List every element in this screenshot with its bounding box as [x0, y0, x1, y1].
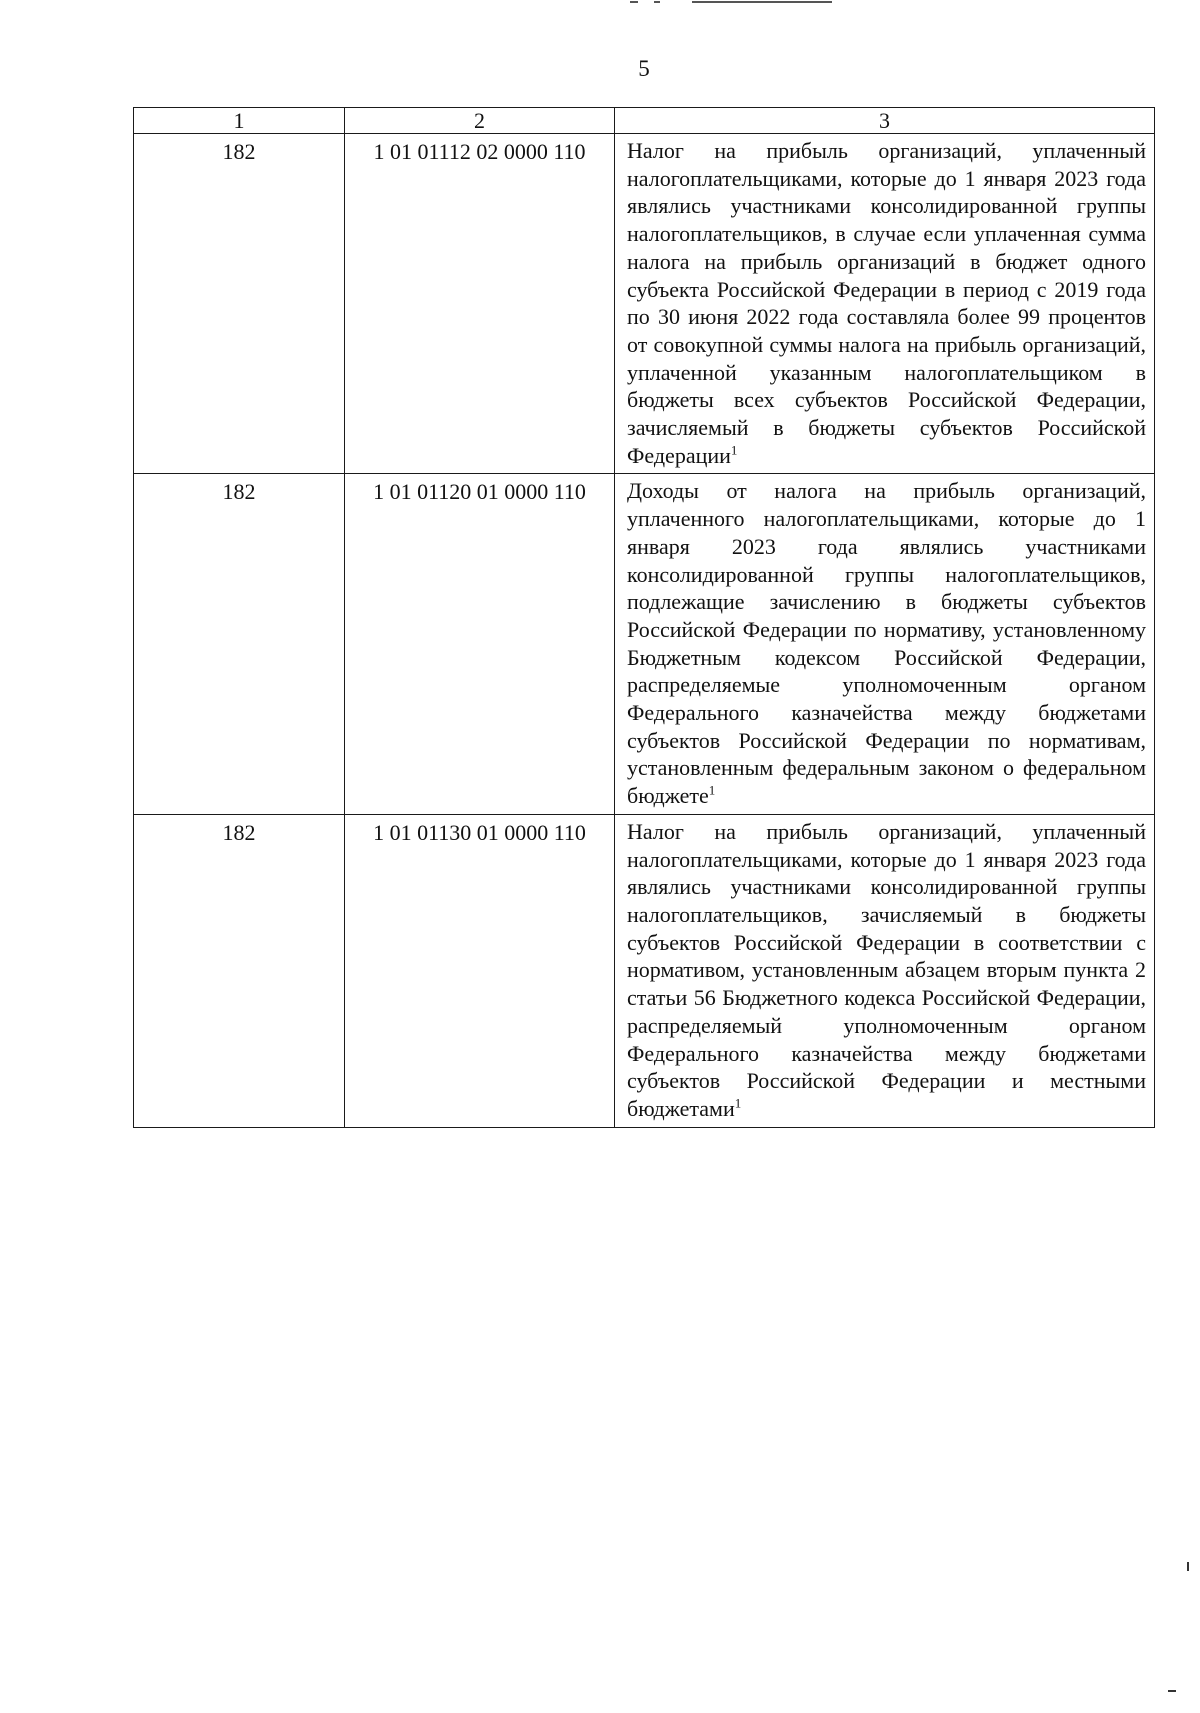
income-description-text: Налог на прибыль организаций, уплаченный налогоплательщиками, которые до 1 января 2023 года являлись участниками консолидированной группы налогоплательщиков, зачисляемый в бюджеты субъектов Российской Федерации в соответствии с нормативом, установленным абзацем вторым пункта 2 статьи 56 Бюджетного кодекса Российской Федерации, распределяемый уполномоченным органом Федерального казначейства между бюджетами субъектов Российской Федерации и местными бюджетами [627, 818, 1146, 1121]
budget-classification-code-cell: 1 01 01112 02 0000 110 [345, 134, 615, 474]
admin-code-cell: 182 [134, 814, 345, 1127]
income-description-cell [615, 814, 1155, 1127]
column-header-2: 2 [345, 108, 615, 134]
footnote-marker: 1 [708, 782, 716, 798]
column-header-3: 3 [615, 108, 1155, 134]
scan-artifact [1168, 1690, 1176, 1692]
budget-classification-code-cell: 1 01 01120 01 0000 110 [345, 474, 615, 814]
table-header-row [134, 108, 1155, 134]
footnote-marker: 1 [730, 442, 738, 458]
budget-codes-table [133, 107, 1155, 1128]
table-row [134, 474, 1155, 814]
budget-classification-code-cell: 1 01 01130 01 0000 110 [345, 814, 615, 1127]
income-description-cell [615, 474, 1155, 814]
income-description-text: Налог на прибыль организаций, уплаченный налогоплательщиками, которые до 1 января 2023 года являлись участниками консолидированной группы налогоплательщиков, в случае если уплаченная сумма налога на прибыль организаций в бюджет одного субъекта Российской Федерации в период с 2019 года по 30 июня 2022 года составляла более 99 процентов от совокупной суммы налога на прибыль организаций, уплаченной указанным налогоплательщиком в бюджеты всех субъектов Российской Федерации, зачисляемый в бюджеты субъектов Российской Федерации [627, 138, 1146, 468]
table-row [134, 134, 1155, 474]
admin-code-cell: 182 [134, 474, 345, 814]
footnote-marker: 1 [734, 1095, 742, 1111]
scan-artifact [1187, 1562, 1189, 1571]
scan-marks-top [630, 0, 840, 4]
income-description-cell [615, 134, 1155, 474]
income-description-text: Доходы от налога на прибыль организаций, уплаченного налогоплательщиками, которые до 1 января 2023 года являлись участниками консолидированной группы налогоплательщиков, подлежащие зачислению в бюджеты субъектов Российской Федерации по нормативу, установленному Бюджетным кодексом Российской Федерации, распределяемые уполномоченным органом Федерального казначейства между бюджетами субъектов Российской Федерации по нормативам, установленным федеральным законом о федеральном бюджете [627, 478, 1146, 809]
table-row [134, 814, 1155, 1127]
page-number: 5 [638, 56, 650, 81]
column-header-1: 1 [134, 108, 345, 134]
admin-code-cell: 182 [134, 134, 345, 474]
